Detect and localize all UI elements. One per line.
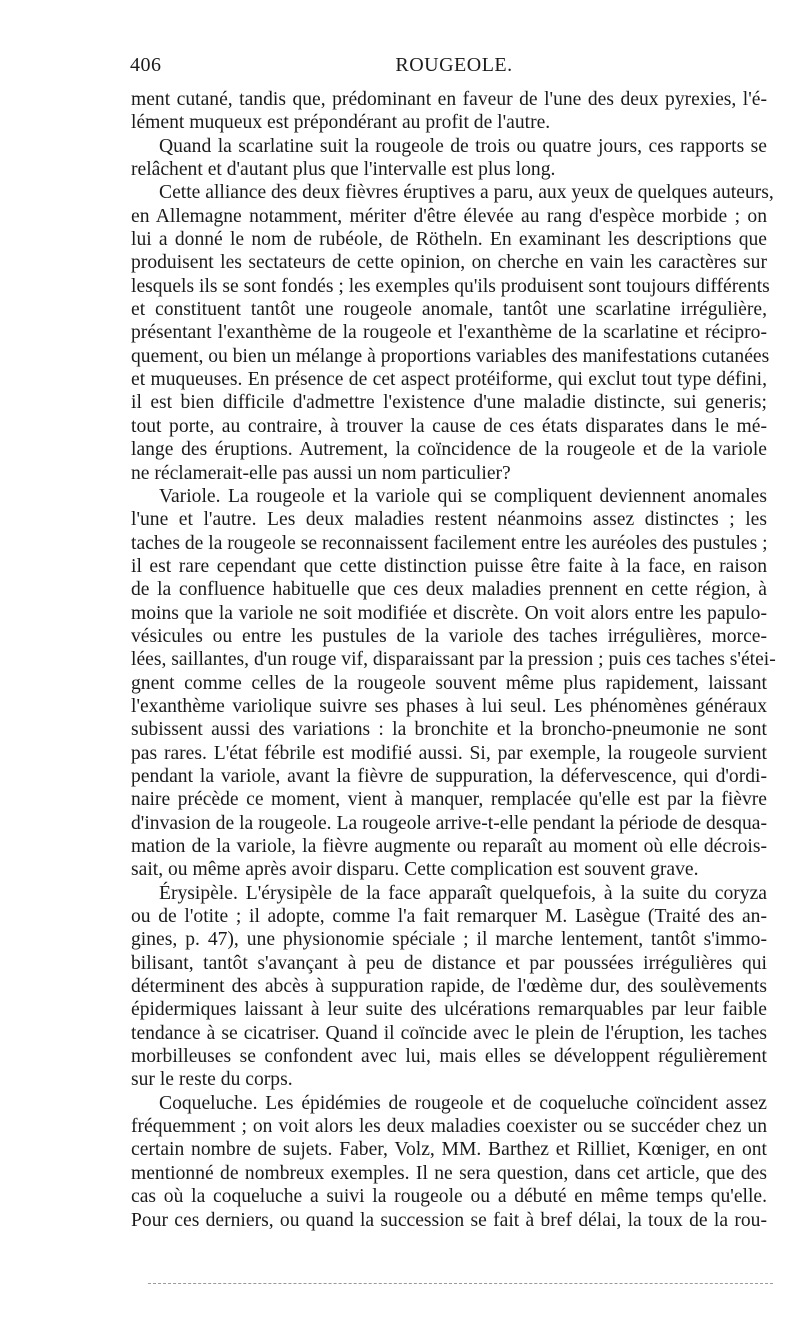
text-line: en Allemagne notamment, mériter d'être élevée au rang d'espèce morbide ; on bbox=[131, 205, 767, 227]
text-line: sur le reste du corps. bbox=[131, 1069, 293, 1091]
text-line: sait, ou même après avoir disparu. Cette complication est souvent grave. bbox=[131, 859, 699, 881]
text-line: il est rare cependant que cette distinction puisse être faite à la face, en raison bbox=[131, 555, 767, 577]
text-line: fréquemment ; on voit alors les deux maladies coexister ou se succéder chez un bbox=[131, 1116, 767, 1138]
text-line: il est bien difficile d'admettre l'existence d'une maladie distincte, sui generis; bbox=[131, 392, 767, 414]
text-line: l'une et l'autre. Les deux maladies restent néanmoins assez distinctes ; les bbox=[131, 509, 767, 531]
text-line: l'exanthème variolique suivre ses phases à lui seul. Les phénomènes généraux bbox=[131, 695, 767, 717]
text-line: morbilleuses se confondent avec lui, mais elles se développent régulièrement bbox=[131, 1046, 767, 1068]
text-line: moins que la variole ne soit modifiée et discrète. On voit alors entre les papulo- bbox=[131, 602, 767, 624]
text-line: certain nombre de sujets. Faber, Volz, MM. Barthez et Rilliet, Kœniger, en ont bbox=[131, 1139, 767, 1161]
text-line: épidermiques laissant à leur suite des ulcérations remarquables par leur faible bbox=[131, 999, 767, 1021]
text-line: Cette alliance des deux fièvres éruptives a paru, aux yeux de quelques auteurs, bbox=[159, 182, 774, 204]
text-line: Quand la scarlatine suit la rougeole de trois ou quatre jours, ces rapports se bbox=[159, 135, 767, 157]
text-line: Variole. La rougeole et la variole qui se compliquent deviennent anomales bbox=[159, 485, 767, 507]
text-line: gines, p. 47), une physionomie spéciale ; il marche lentement, tantôt s'immo- bbox=[131, 929, 767, 951]
text-line: pendant la variole, avant la fièvre de suppuration, la défervescence, qui d'ordi- bbox=[131, 765, 767, 787]
text-line: tout porte, au contraire, à trouver la cause de ces états disparates dans le mé- bbox=[131, 415, 767, 437]
text-line: taches de la rougeole se reconnaissent facilement entre les auréoles des pustules ; bbox=[131, 532, 768, 554]
text-line: tendance à se cicatriser. Quand il coïncide avec le plein de l'éruption, les taches bbox=[131, 1022, 767, 1044]
text-line: de la confluence habituelle que ces deux maladies prennent en cette région, à bbox=[131, 579, 767, 601]
text-line: présentant l'exanthème de la rougeole et l'exanthème de la scarlatine et récipro- bbox=[131, 322, 767, 344]
text-line: mentionné de nombreux exemples. Il ne sera question, dans cet article, que des bbox=[131, 1162, 767, 1184]
text-line: lui a donné le nom de rubéole, de Rötheln. En examinant les descriptions que bbox=[131, 229, 767, 251]
text-line: vésicules ou entre les pustules de la variole des taches irrégulières, morce- bbox=[131, 625, 767, 647]
text-line: lément muqueux est prépondérant au profit de l'autre. bbox=[131, 112, 551, 134]
text-line: pas rares. L'état fébrile est modifié aussi. Si, par exemple, la rougeole survient bbox=[131, 742, 767, 764]
text-line: lesquels ils se sont fondés ; les exemples qu'ils produisent sont toujours différents bbox=[131, 275, 770, 297]
text-line: subissent aussi des variations : la bronchite et la broncho-pneumonie ne sont bbox=[131, 719, 767, 741]
page-number: 406 bbox=[130, 54, 162, 76]
text-line: produisent les sectateurs de cette opinion, on cherche en vain les caractères sur bbox=[131, 252, 767, 274]
footer-rule bbox=[148, 1283, 773, 1284]
running-head: ROUGEOLE. bbox=[395, 54, 513, 76]
text-line: ment cutané, tandis que, prédominant en faveur de l'une des deux pyrexies, l'é- bbox=[131, 89, 767, 110]
text-line: lange des éruptions. Autrement, la coïncidence de la rougeole et de la variole bbox=[131, 439, 767, 461]
text-line: gnent comme celles de la rougeole souvent même plus rapidement, laissant bbox=[131, 672, 767, 694]
text-line: Érysipèle. L'érysipèle de la face apparaît quelquefois, à la suite du coryza bbox=[159, 882, 767, 904]
text-line: naire précède ce moment, vient à manquer, remplacée qu'elle est par la fièvre bbox=[131, 789, 767, 811]
text-line: ne réclamerait-elle pas aussi un nom particulier? bbox=[131, 462, 511, 484]
text-line: déterminent des abcès à suppuration rapide, de l'œdème dur, des soulèvements bbox=[131, 976, 767, 998]
body-text bbox=[131, 88, 776, 1232]
page-header bbox=[130, 54, 778, 82]
text-line: Pour ces derniers, ou quand la succession se fait à bref délai, la toux de la rou- bbox=[131, 1209, 767, 1231]
text-line: et constituent tantôt une rougeole anomale, tantôt une scarlatine irrégulière, bbox=[131, 299, 767, 321]
text-line: bilisant, tantôt s'avançant à peu de distance et par poussées irrégulières qui bbox=[131, 952, 767, 974]
text-line: relâchent et d'autant plus que l'intervalle est plus long. bbox=[131, 159, 556, 181]
text-line: lées, saillantes, d'un rouge vif, disparaissant par la pression ; puis ces taches s'étei- bbox=[131, 649, 776, 671]
text-line: ou de l'otite ; il adopte, comme l'a fait remarquer M. Lasègue (Traité des an- bbox=[131, 906, 767, 928]
text-line: quement, ou bien un mélange à proportions variables des manifestations cutanées bbox=[131, 345, 770, 367]
text-line: mation de la variole, la fièvre augmente ou reparaît au moment où elle décrois- bbox=[131, 836, 767, 857]
text-line: d'invasion de la rougeole. La rougeole arrive-t-elle pendant la période de desqua- bbox=[131, 812, 767, 834]
text-line: et muqueuses. En présence de cet aspect protéiforme, qui exclut tout type défini, bbox=[131, 369, 767, 391]
text-line: Coqueluche. Les épidémies de rougeole et de coqueluche coïncident assez bbox=[159, 1092, 767, 1114]
text-line: cas où la coqueluche a suivi la rougeole ou a débuté en même temps qu'elle. bbox=[131, 1186, 767, 1208]
